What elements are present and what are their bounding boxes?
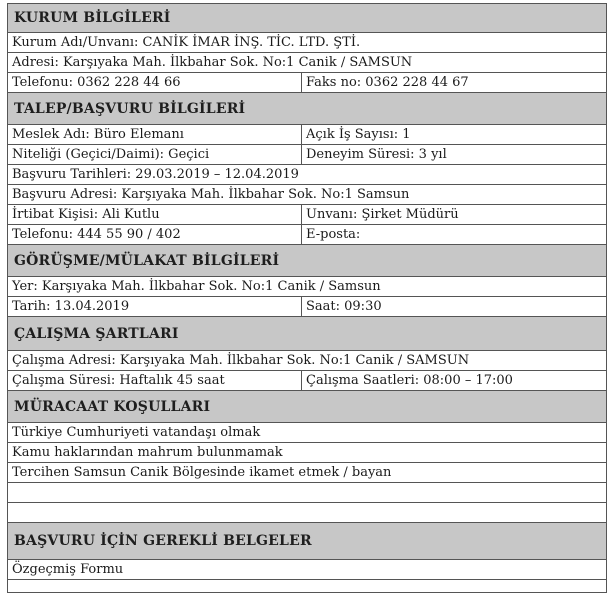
talep-meslek: Meslek Adı: Büro Elemanı — [8, 125, 302, 144]
muracaat-item-row — [7, 462, 607, 482]
blank-cell — [8, 483, 606, 502]
blank-cell — [8, 503, 606, 522]
muracaat-blank-row — [7, 482, 607, 502]
belgeler-item-row — [7, 559, 607, 579]
calisma-adres: Çalışma Adresi: Karşıyaka Mah. İlkbahar Sok. No:1 Canik / SAMSUN — [12, 353, 470, 368]
section-header-kurum — [7, 3, 607, 32]
calisma-adres-row — [7, 350, 607, 370]
belgeler-item: Özgeçmiş Formu — [12, 562, 124, 577]
gorusme-yer-row — [7, 276, 607, 296]
blank-cell — [8, 580, 606, 592]
kurum-telefon: Telefonu: 0362 228 44 66 — [8, 73, 302, 92]
kurum-adres: Adresi: Karşıyaka Mah. İlkbahar Sok. No:1 Canik / SAMSUN — [12, 55, 413, 70]
calisma-sure-saat-row — [7, 370, 607, 390]
job-posting-form — [7, 3, 607, 593]
gorusme-yer: Yer: Karşıyaka Mah. İlkbahar Sok. No:1 Canik / Samsun — [12, 279, 381, 294]
talep-acik-is: Açık İş Sayısı: 1 — [306, 127, 411, 142]
talep-tarihler: Başvuru Tarihleri: 29.03.2019 – 12.04.2019 — [12, 167, 299, 182]
kurum-adi: Kurum Adı/Unvanı: CANİK İMAR İNŞ. TİC. LTD. ŞTİ. — [12, 35, 361, 50]
talep-eposta: E-posta: — [306, 227, 361, 242]
talep-telefon: Telefonu: 444 55 90 / 402 — [8, 225, 302, 244]
section-header-gorusme — [7, 244, 607, 276]
kurum-adi-row — [7, 32, 607, 52]
section-title-talep: TALEP/BAŞVURU BİLGİLERİ — [14, 100, 246, 117]
gorusme-tarih-saat-row — [7, 296, 607, 316]
muracaat-blank-row — [7, 502, 607, 522]
talep-tarihler-row — [7, 164, 607, 184]
gorusme-tarih: Tarih: 13.04.2019 — [8, 297, 302, 316]
muracaat-item: Türkiye Cumhuriyeti vatandaşı olmak — [12, 425, 261, 440]
belgeler-blank-row — [7, 579, 607, 593]
muracaat-item: Tercihen Samsun Canik Bölgesinde ikamet etmek / bayan — [12, 465, 392, 480]
gorusme-saat: Saat: 09:30 — [306, 299, 382, 314]
section-title-kurum: KURUM BİLGİLERİ — [14, 10, 171, 26]
section-header-calisma — [7, 316, 607, 350]
calisma-saatleri: Çalışma Saatleri: 08:00 – 17:00 — [306, 373, 513, 388]
section-header-muracaat — [7, 390, 607, 422]
kurum-faks: Faks no: 0362 228 44 67 — [306, 75, 469, 90]
muracaat-item: Kamu haklarından mahrum bulunmamak — [12, 445, 283, 460]
talep-nitelik-row — [7, 144, 607, 164]
talep-unvani: Unvanı: Şirket Müdürü — [306, 207, 459, 222]
muracaat-item-row — [7, 422, 607, 442]
kurum-telefon-faks-row — [7, 72, 607, 92]
talep-meslek-row — [7, 124, 607, 144]
talep-irtibat: İrtibat Kişisi: Ali Kutlu — [8, 205, 302, 224]
kurum-adres-row — [7, 52, 607, 72]
talep-irtibat-row — [7, 204, 607, 224]
talep-adres: Başvuru Adresi: Karşıyaka Mah. İlkbahar Sok. No:1 Samsun — [12, 187, 410, 202]
section-title-belgeler: BAŞVURU İÇİN GEREKLİ BELGELER — [14, 533, 312, 549]
section-title-calisma: ÇALIŞMA ŞARTLARI — [14, 325, 179, 342]
talep-adres-row — [7, 184, 607, 204]
section-header-talep — [7, 92, 607, 124]
section-header-belgeler — [7, 522, 607, 559]
calisma-suresi: Çalışma Süresi: Haftalık 45 saat — [8, 371, 302, 390]
section-title-muracaat: MÜRACAAT KOŞULLARI — [14, 398, 211, 415]
talep-telefon-row — [7, 224, 607, 244]
muracaat-item-row — [7, 442, 607, 462]
section-title-gorusme: GÖRÜŞME/MÜLAKAT BİLGİLERİ — [14, 252, 280, 269]
talep-niteligi: Niteliği (Geçici/Daimi): Geçici — [8, 145, 302, 164]
talep-deneyim: Deneyim Süresi: 3 yıl — [306, 147, 447, 162]
